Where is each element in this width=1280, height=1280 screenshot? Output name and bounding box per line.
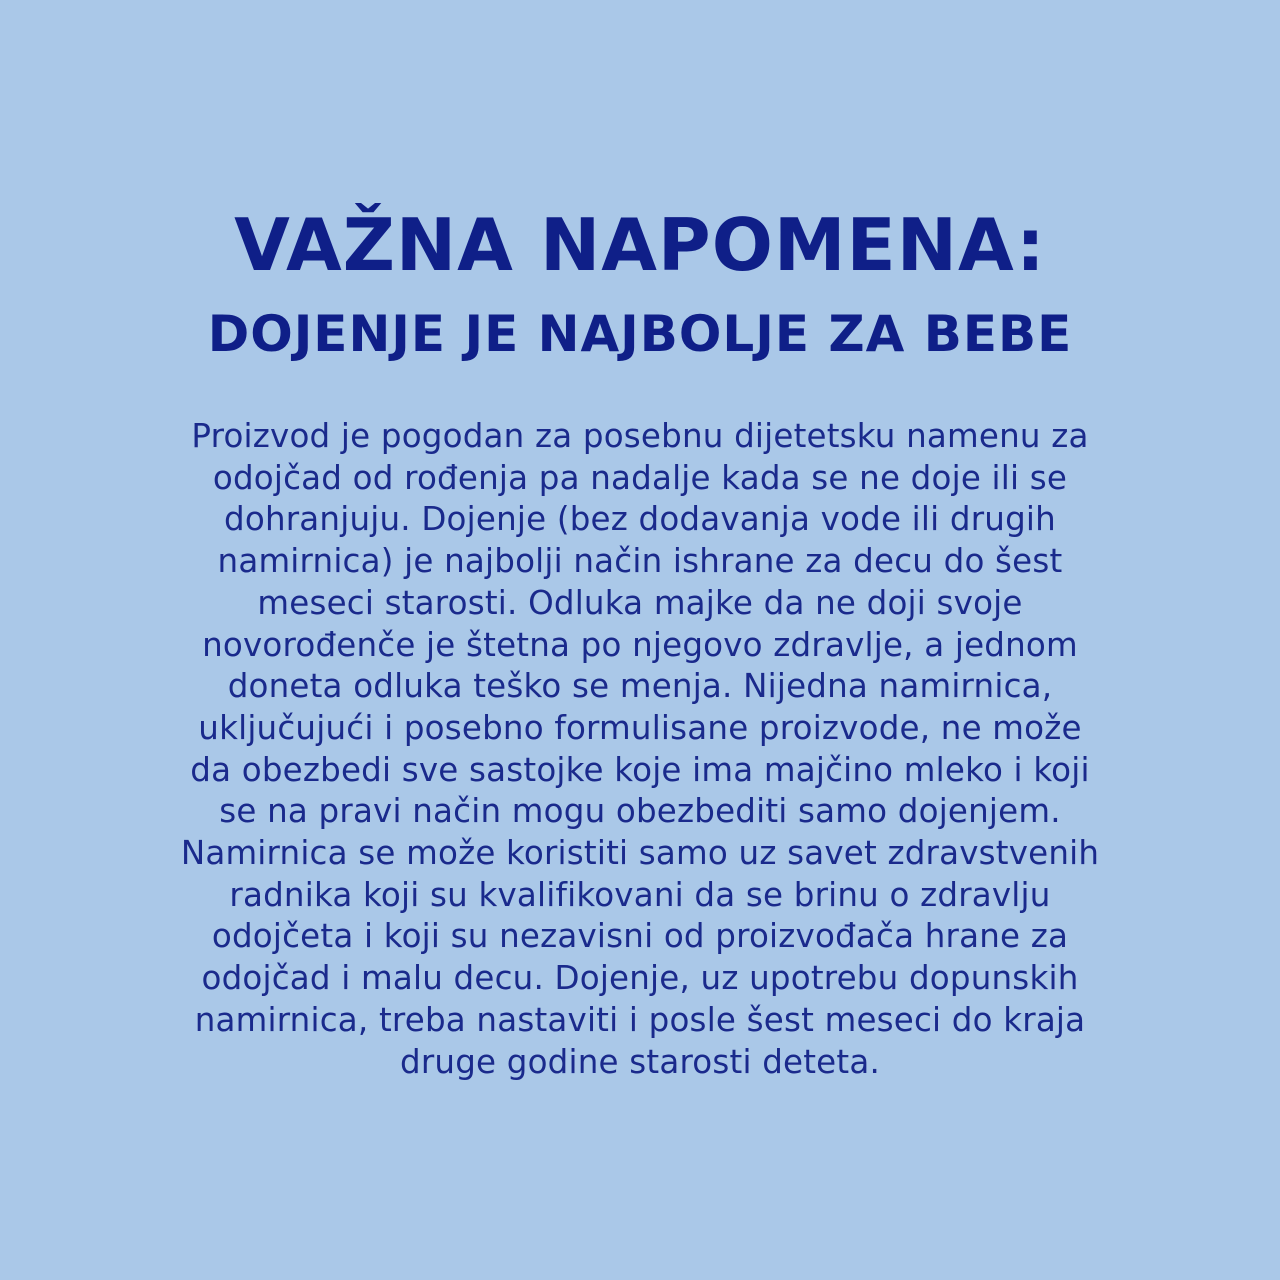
- notice-body: [60, 416, 1220, 1083]
- body-line: doneta odluka teško se menja. Nijedna namirnica,: [227, 667, 1053, 706]
- body-line: se na pravi način mogu obezbediti samo dojenjem.: [219, 792, 1061, 831]
- body-line: dohranjuju. Dojenje (bez dodavanja vode ili drugih: [224, 500, 1056, 539]
- body-line: odojčeta i koji su nezavisni od proizvođača hrane za: [211, 917, 1069, 956]
- notice-subtitle: DOJENJE JE NAJBOLJE ZA BEBE: [207, 305, 1073, 363]
- body-line: odojčad od rođenja pa nadalje kada se ne doje ili se: [212, 458, 1068, 497]
- body-line: druge godine starosti deteta.: [400, 1042, 880, 1081]
- body-line: radnika koji su kvalifikovani da se brinu o zdravlju: [229, 875, 1051, 914]
- body-line: namirnica) je najbolji način ishrane za decu do šest: [217, 542, 1063, 581]
- body-line: meseci starosti. Odluka majke da ne doji svoje: [257, 583, 1023, 622]
- notice-title: VAŽNA NAPOMENA:: [234, 203, 1046, 287]
- body-line: Namirnica se može koristiti samo uz savet zdravstvenih: [180, 834, 1100, 873]
- body-line: Proizvod je pogodan za posebnu dijetetsku namenu za: [191, 417, 1089, 455]
- body-line: odojčad i malu decu. Dojenje, uz upotrebu dopunskih: [201, 959, 1079, 998]
- body-line: uključujući i posebno formulisane proizvode, ne može: [198, 708, 1082, 747]
- body-line: novorođenče je štetna po njegovo zdravlje, a jednom: [202, 625, 1078, 664]
- body-line: namirnica, treba nastaviti i posle šest meseci do kraja: [194, 1000, 1086, 1039]
- body-line: da obezbedi sve sastojke koje ima majčino mleko i koji: [190, 750, 1090, 789]
